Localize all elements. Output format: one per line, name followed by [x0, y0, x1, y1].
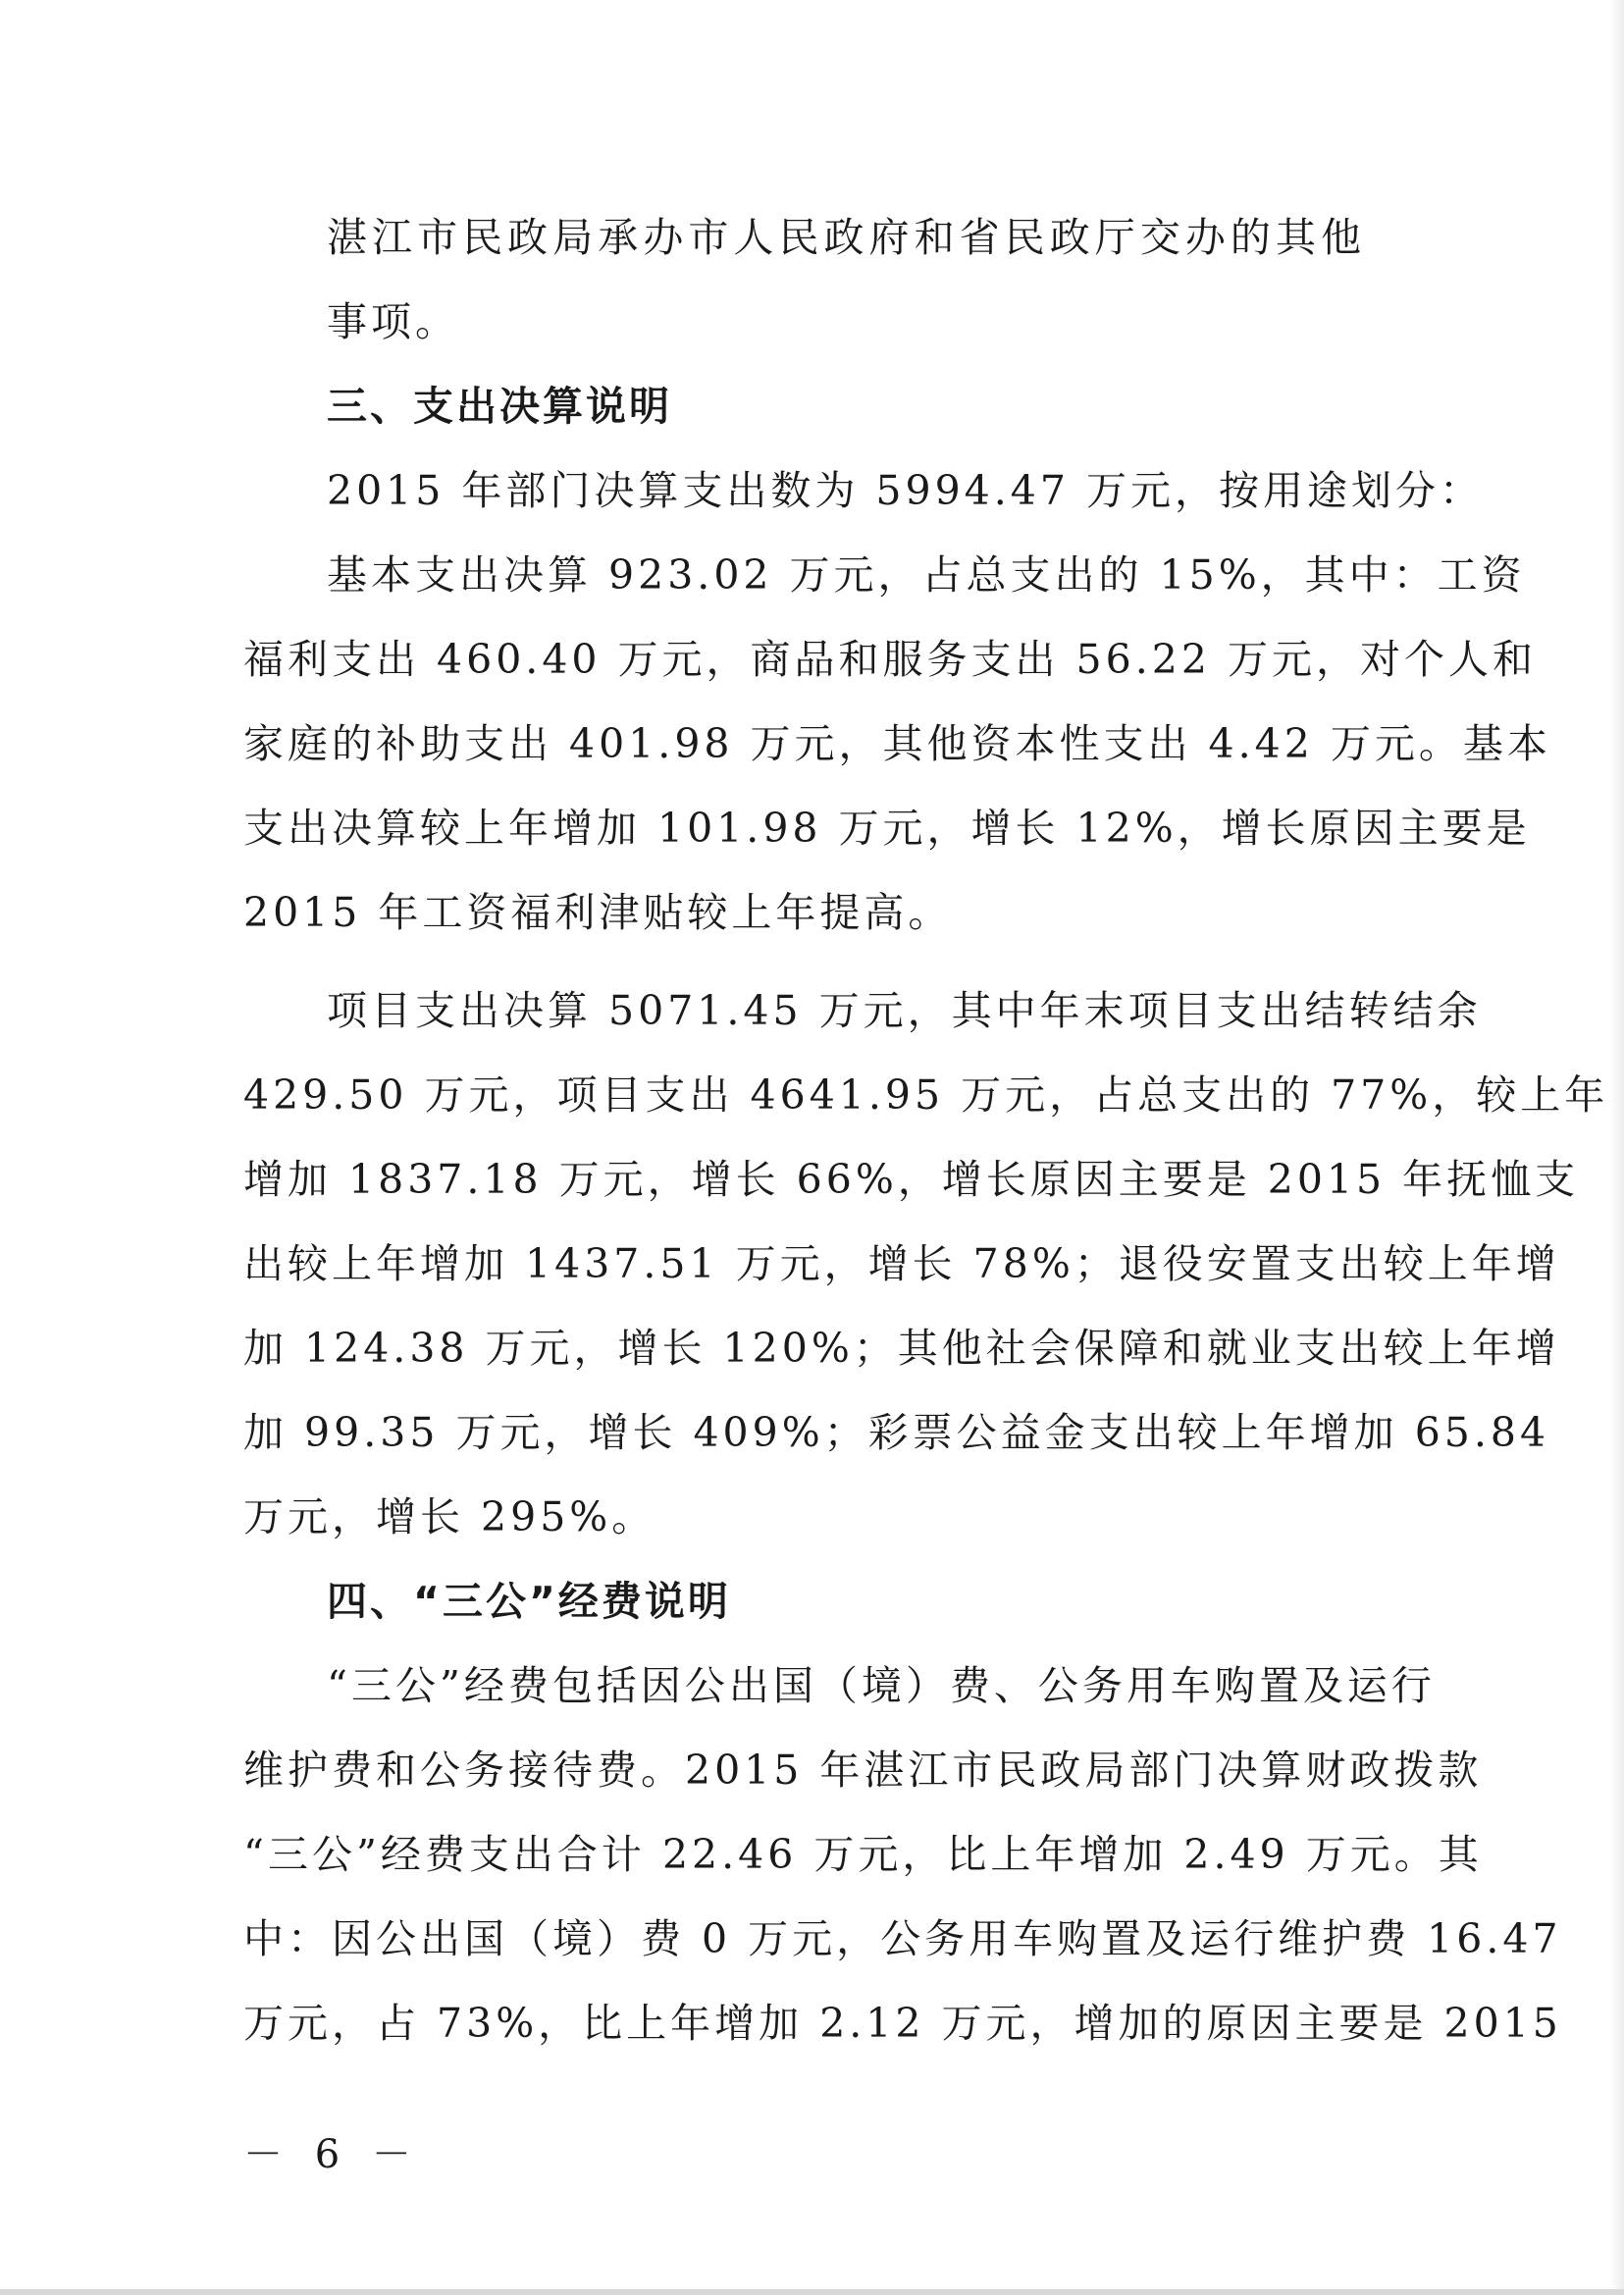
body-text-line: 维护费和公务接待费。2015 年湛江市民政局部门决算财政拨款 — [243, 1747, 1483, 1794]
body-text-line: 万元，增长 295%。 — [243, 1493, 656, 1540]
body-text-line: 基本支出决算 923.02 万元，占总支出的 15%，其中：工资 — [327, 551, 1526, 599]
body-text-line: 项目支出决算 5071.45 万元，其中年末项目支出结转结余 — [327, 987, 1482, 1034]
body-text-line: 万元，占 73%，比上年增加 2.12 万元，增加的原因主要是 2015 — [243, 2000, 1562, 2047]
body-text-line: 2015 年部门决算支出数为 5994.47 万元，按用途划分： — [327, 467, 1484, 514]
section-heading-expenditure: 三、支出决算说明 — [327, 383, 672, 430]
page-number: － 6 － — [243, 2132, 421, 2177]
body-text-line: 事项。 — [327, 298, 459, 345]
body-text-line: 429.50 万元，项目支出 4641.95 万元，占总支出的 77%，较上年 — [243, 1071, 1609, 1119]
section-heading-three-public-expenses: 四、“三公”经费说明 — [327, 1578, 731, 1625]
body-text-line: 增加 1837.18 万元，增长 66%，增长原因主要是 2015 年抚恤支 — [243, 1156, 1580, 1203]
body-text-line: 家庭的补助支出 401.98 万元，其他资本性支出 4.42 万元。基本 — [243, 720, 1551, 767]
body-text-line: 2015 年工资福利津贴较上年提高。 — [243, 889, 953, 936]
body-text-line: 支出决算较上年增加 101.98 万元，增长 12%，增长原因主要是 — [243, 805, 1531, 852]
body-text-line: “三公”经费支出合计 22.46 万元，比上年增加 2.49 万元。其 — [243, 1831, 1483, 1878]
scan-edge-shadow — [1610, 0, 1624, 2295]
body-text-line: 加 124.38 万元，增长 120%；其他社会保障和就业支出较上年增 — [243, 1325, 1560, 1372]
body-text-line: 湛江市民政局承办市人民政府和省民政厅交办的其他 — [327, 214, 1365, 261]
body-text-line: 福利支出 460.40 万元，商品和服务支出 56.22 万元，对个人和 — [243, 636, 1537, 683]
body-text-line: 加 99.35 万元，增长 409%；彩票公益金支出较上年增加 65.84 — [243, 1409, 1550, 1456]
body-text-line: 出较上年增加 1437.51 万元，增长 78%；退役安置支出较上年增 — [243, 1240, 1560, 1287]
body-text-line: 中：因公出国（境）费 0 万元，公务用车购置及运行维护费 16.47 — [243, 1915, 1562, 1962]
body-text-line: “三公”经费包括因公出国（境）费、公务用车购置及运行 — [327, 1662, 1436, 1709]
scan-bottom-edge — [0, 2289, 1624, 2295]
